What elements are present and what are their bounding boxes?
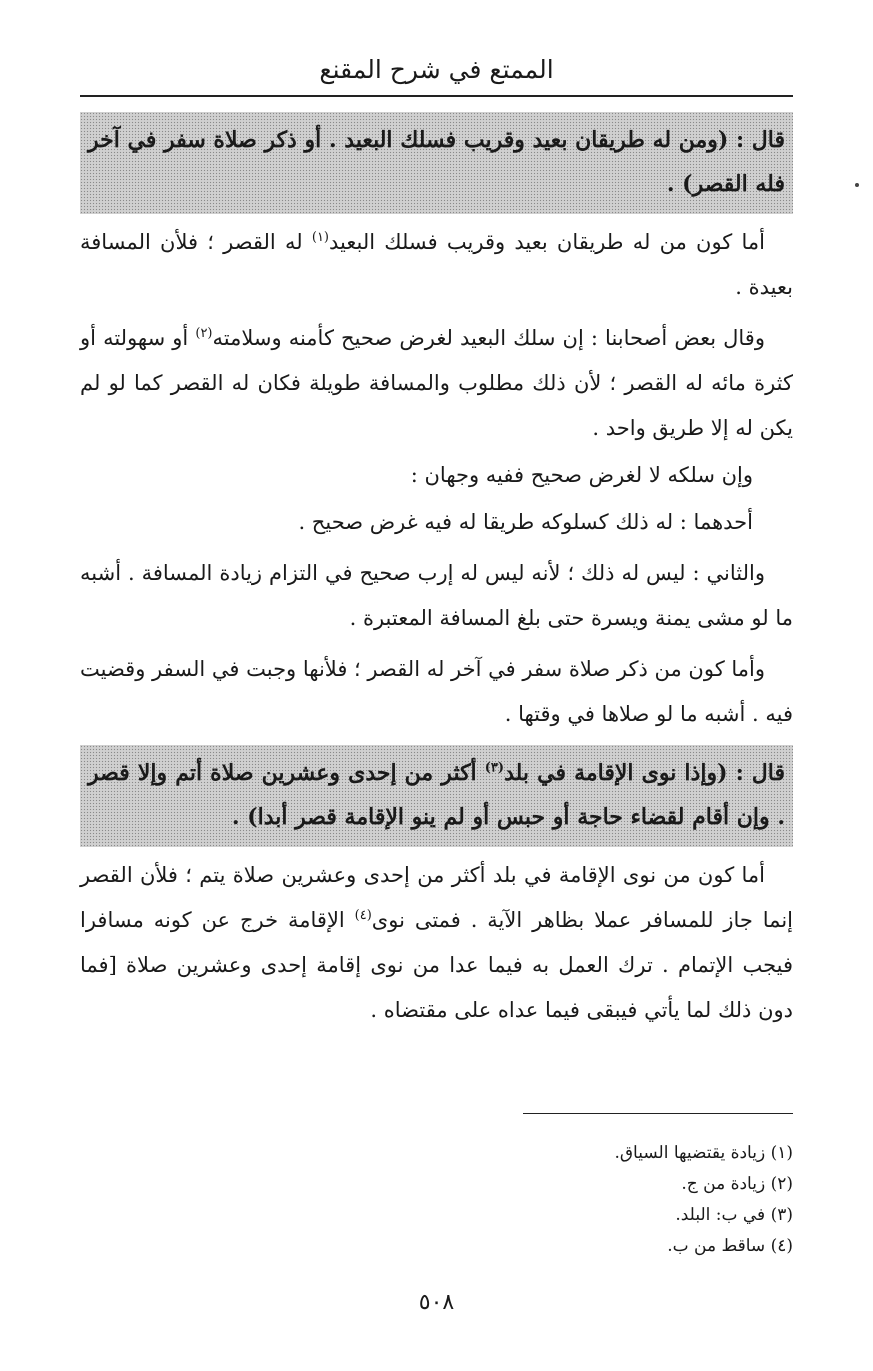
page-body (80, 112, 793, 1033)
footnotes (293, 1138, 793, 1262)
commentary-line: وإن سلكه لا لغرض صحيح ففيه وجهان : (410, 463, 753, 487)
footnote-ref: (٤) (354, 908, 372, 923)
footnote-ref: (١) (311, 230, 329, 245)
footnote: (٢) زيادة من ج. (681, 1174, 793, 1194)
running-head: الممتع في شرح المقنع (319, 55, 554, 84)
commentary-paragraph: والثاني : ليس له ذلك ؛ لأنه ليس له إرب صحيح في التزام زيادة المسافة . أشبه ما لو مشى يمنة ويسرة حتى بلغ المسافة المعتبرة . (80, 561, 793, 630)
commentary-paragraph: أما كون من نوى الإقامة في بلد أكثر من إحدى وعشرين صلاة يتم ؛ فلأن القصر إنما جاز للمسافر عملا بظاهر الآية . فمتى نوى$^{(٤)}$ الإقامة خرج عن كونه مسافرا فيجب الإتمام . ترك العمل به فيما عدا من نوى إقامة إحدى وعشرين صلاة [فما دون ذلك لما يأتي فيبقى فيما عداه على مقتضاه . (80, 863, 793, 1022)
matn-text: قال : (ومن له طريقان بعيد وقريب فسلك البعيد . أو ذكر صلاة سفر في آخر فله القصر) . (88, 127, 785, 197)
footnote-separator (523, 1113, 793, 1114)
commentary-paragraph: أما كون من له طريقان بعيد وقريب فسلك البعيد$^{(١)}$ له القصر ؛ فلأن المسافة بعيدة . (80, 230, 793, 299)
footnote: (٣) في ب: البلد. (675, 1205, 793, 1225)
header-rule (80, 95, 793, 97)
commentary-line: أحدهما : له ذلك كسلوكه طريقا له فيه غرض صحيح . (298, 510, 753, 534)
page-number: ٥٠٨ (418, 1290, 455, 1315)
matn-block-2: قال : (وإذا نوى الإقامة في بلد$^{(٣)}$ أكثر من إحدى وعشرين صلاة أتم وإلا قصر . وإن أقام لقضاء حاجة أو حبس أو لم ينو الإقامة قصر أبدا) . (80, 745, 793, 847)
footnote: (١) زيادة يقتضيها السياق. (614, 1143, 793, 1163)
footnote: (٤) ساقط من ب. (667, 1236, 793, 1256)
matn-block-1 (80, 112, 793, 214)
footnote-ref: (٣) (484, 760, 505, 776)
margin-speck (855, 183, 859, 187)
commentary-paragraph: وأما كون من ذكر صلاة سفر في آخر له القصر ؛ فلأنها وجبت في السفر وقضيت فيه . أشبه ما لو صلاها في وقتها . (80, 657, 793, 726)
commentary-paragraph: وقال بعض أصحابنا : إن سلك البعيد لغرض صحيح كأمنه وسلامته$^{(٢)}$ أو سهولته أو كثرة مائه له القصر ؛ لأن ذلك مطلوب والمسافة طويلة فكان له القصر كما لو لم يكن له إلا طريق واحد . (80, 326, 793, 440)
footnote-ref: (٢) (195, 326, 213, 341)
